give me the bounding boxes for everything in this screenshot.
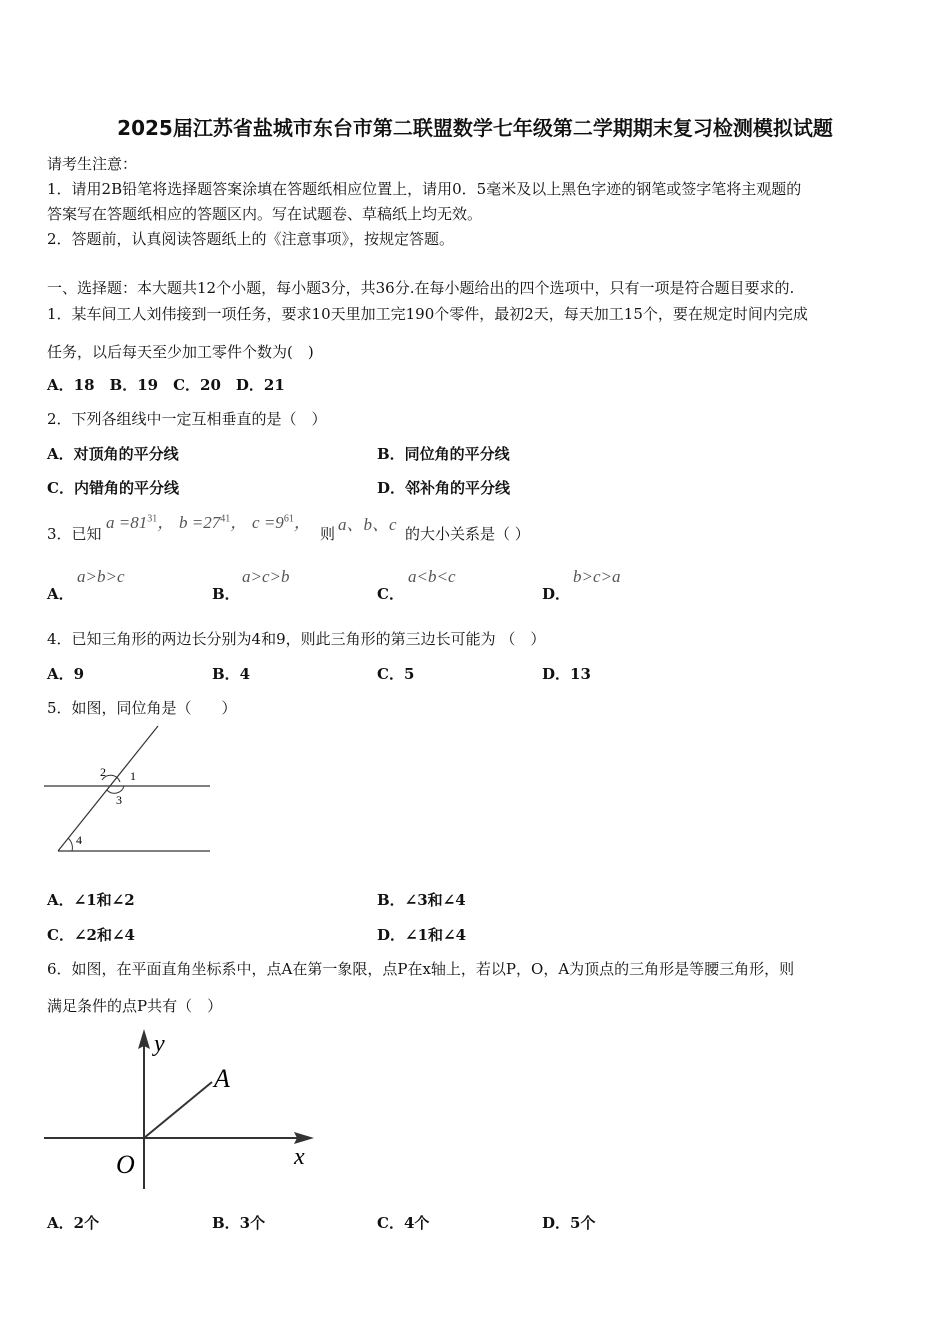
q5-label-1: 1	[130, 769, 136, 783]
q6-label-a: A	[214, 1064, 230, 1093]
q6-line-2: 满足条件的点P共有（ ）	[47, 997, 223, 1015]
q5-option-c: C．∠2和∠4	[47, 926, 135, 944]
q2-option-d: D．邻补角的平分线	[377, 479, 511, 497]
q3-vars: a、b、c	[338, 515, 397, 534]
q4-option-a: A．9	[47, 665, 85, 683]
q5-option-b: B．∠3和∠4	[377, 891, 466, 909]
notice-line-3: 2．答题前，认真阅读答题纸上的《注意事项》，按规定答题。	[47, 230, 455, 248]
notice-line-1: 1．请用2B铅笔将选择题答案涂填在答题纸相应位置上，请用0．5毫米及以上黑色字迹的钢笔或签字笔将主观题的	[47, 180, 802, 198]
q3-given: $a =81^{31}$， $b =27^{41}$， $c =9^{61}$，	[106, 513, 311, 532]
q6-segment-oa	[144, 1082, 212, 1138]
q3-expr-a: $a =81^{31}$	[106, 513, 158, 532]
q3-option-b-label: B．	[212, 585, 240, 603]
q6-option-c: C．4个	[377, 1214, 430, 1232]
q5-label-2: 2	[100, 765, 106, 779]
q3-option-b: a>c>b	[242, 567, 290, 586]
section-heading: 一、选择题：本大题共12个小题，每小题3分，共36分.在每小题给出的四个选项中，只有一项是符合题目要求的.	[47, 279, 795, 297]
q3-expr-c: $c =9^{61}$	[252, 513, 294, 532]
q3-prefix: 3．已知	[47, 525, 102, 543]
q6-option-a: A．2个	[47, 1214, 100, 1232]
q5-option-d: D．∠1和∠4	[377, 926, 467, 944]
q2-stem: 2．下列各组线中一定互相垂直的是（ ）	[47, 410, 327, 428]
q3-expr-b: $b =27^{41}$	[179, 513, 231, 532]
q3-then: 则	[320, 525, 336, 543]
q2-option-b: B．同位角的平分线	[377, 445, 510, 463]
q3-option-a: a>b>c	[77, 567, 125, 586]
q5-label-3: 3	[116, 793, 122, 807]
q4-option-d: D．13	[542, 665, 591, 683]
q5-transversal	[58, 726, 158, 851]
q6-label-x: x	[294, 1144, 305, 1170]
q3-option-c: a<b<c	[408, 567, 456, 586]
q1-options: A．18 B．19 C．20 D．21	[47, 376, 285, 394]
q6-label-y: y	[154, 1031, 165, 1057]
q6-line-1: 6．如图，在平面直角坐标系中，点A在第一象限，点P在x轴上，若以P，O，A为顶点的三角形是等腰三角形，则	[47, 960, 795, 978]
q2-option-c: C．内错角的平分线	[47, 479, 179, 497]
q5-angle-arc-4	[68, 838, 72, 851]
q6-label-o: O	[116, 1150, 135, 1179]
q5-option-a: A．∠1和∠2	[47, 891, 135, 909]
q3-option-c-label: C．	[377, 585, 404, 603]
q4-option-c: C．5	[377, 665, 415, 683]
q5-stem: 5．如图，同位角是（ ）	[47, 699, 237, 717]
q6-option-d: D．5个	[542, 1214, 596, 1232]
q3-option-a-label: A．	[47, 585, 74, 603]
q3-suffix: 的大小关系是（ ）	[405, 525, 530, 543]
q1-line-2: 任务，以后每天至少加工零件个数为( )	[47, 343, 314, 361]
q2-option-a: A．对顶角的平分线	[47, 445, 179, 463]
notice-line-2: 答案写在答题纸相应的答题区内。写在试题卷、草稿纸上均无效。	[47, 205, 483, 223]
notice-heading: 请考生注意：	[47, 155, 138, 173]
q6-figure	[44, 1025, 324, 1193]
page-title: 2025届江苏省盐城市东台市第二联盟数学七年级第二学期期末复习检测模拟试题	[117, 116, 833, 140]
q6-x-arrow	[294, 1132, 314, 1144]
q6-option-b: B．3个	[212, 1214, 266, 1232]
q3-option-d: b>c>a	[573, 567, 621, 586]
q4-option-b: B．4	[212, 665, 251, 683]
q4-stem: 4．已知三角形的两边长分别为4和9，则此三角形的第三边长可能为 （ ）	[47, 630, 546, 648]
q3-option-d-label: D．	[542, 585, 571, 603]
q1-line-1: 1．某车间工人刘伟接到一项任务，要求10天里加工完190个零件，最初2天，每天加工15个，要在规定时间内完成	[47, 305, 808, 323]
q5-figure	[44, 724, 214, 856]
q5-label-4: 4	[76, 833, 82, 847]
q6-y-arrow	[138, 1029, 150, 1049]
